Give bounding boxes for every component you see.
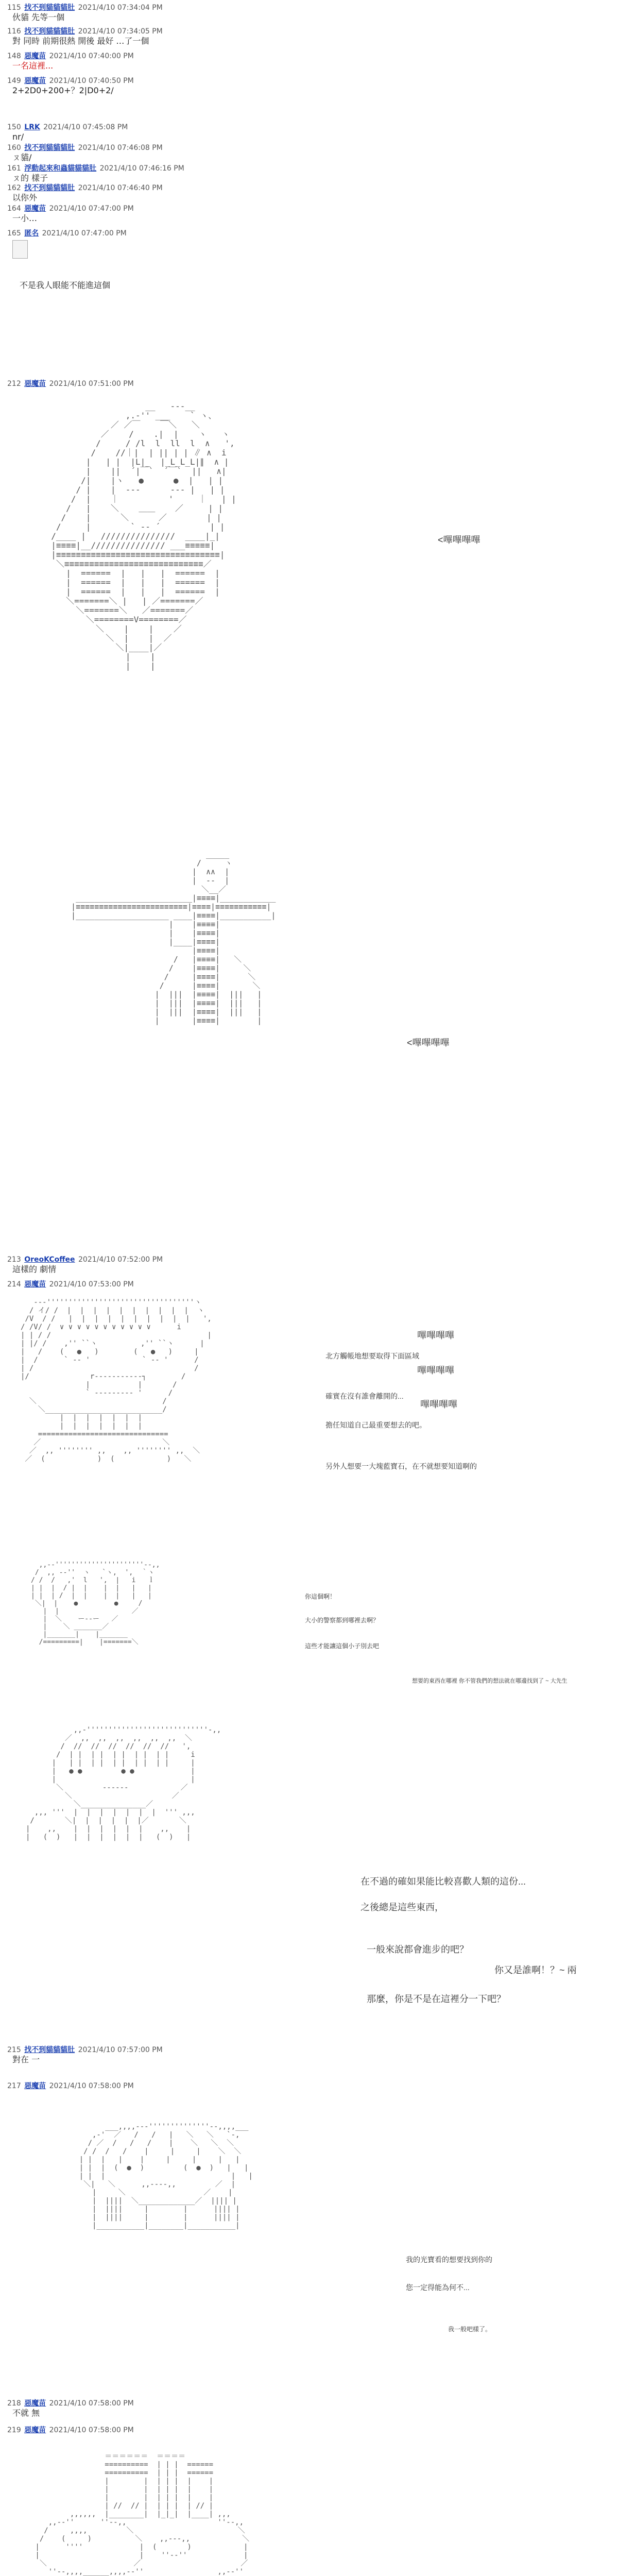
ascii-art: ＝＝＝＝＝＝ ＝＝＝＝ ========== | | | ====== ========== | | | ====== | | | | | | | | | | | | | | | | | | | | | | // // | | | | | // | ,,,,,, |________| |_|_| |____| ,,, ,,‐‐'' ''‐‐,, ''‐‐,, / ,,,, ＼ ＼ / ( ) ＼ ,,‐‐‐,, ＼ | '''' | ( ) | | | ''‐‐'' | ＼ ／ ／ ''‐‐,,,,______,,,,‐‐'' ,,‐‐'' (35, 2452, 250, 2576)
post: 160 找不到貓貓貓肚 2021/4/10 07:46:08 PM ㄡ貓/ (7, 144, 163, 162)
avatar (12, 240, 28, 259)
ascii-art: ---''''''''''''''''''''''''''''''''''ヽ / イ/ / | | | | | | | | | | ヽ /V / / | | | | | | | | | | ', / /V/ / ∨ ∨ ∨ ∨ ∨ ∨ ∨ ∨ ∨ ∨ ∨ i | | / / | | |/ / ,'' ``ヽ ,'' ``ヽ | | / ( ● ) ( ● ) | | / ` ‐‐ ' ` ‐‐ ' / | / / |/ r‐‐‐‐‐‐‐‐‐‐‐┐ / | | / ` ‐‐‐‐‐‐‐‐‐ ' / ＼ / ＼___________________________/ | | | | | | | | | | | | | | ============================== ／ ＼ ／ ,, '''''''' ,, ,, '''''''' ,, ＼ ／ ( ) ( ) ＼ (21, 1298, 212, 1463)
speech-label: <嗶嗶嗶嗶 (438, 535, 480, 545)
post: 213 OreoKCoffee 2021/4/10 07:52:00 PM 這樣的 劇情 (7, 1256, 163, 1274)
post: 164 惡魔苗 2021/4/10 07:47:00 PM 一小… (7, 205, 134, 223)
ascii-art: __ ---__ ,.-'' ___ ` ヽ、 ／ ／￣ ￣＼ ＼ ／ / .| | ヽ ヽ / / /l l ll l ∧ ', / //｜| | || | | ∥ ∧ i | | | |L|_ |_L_L_L|∥ ∧ | | || ´|￣` ´￣` || ∧| /| |ヽ ● ● | | | / | | ‐‐‐ ‐‐‐ | | | / | ｜ ' ｜ | | / | ＼ ＿＿ ／ | | / | ＼ ／ | | / | ` ‐‐ ´ | | /____ | /////////////// ____|_| |≡≡≡≡|__/////////////// ___≡≡≡≡≡| |≡≡≡≡≡≡≡≡≡≡≡≡≡≡≡≡≡≡≡≡≡≡≡≡≡≡≡≡≡≡≡≡≡| ＼≡≡≡≡≡≡≡≡≡≡≡≡≡≡≡≡≡≡≡≡≡≡≡≡≡≡≡≡／ | ====== | | | ====== | | ====== | | | ====== | | ====== | | | ====== | ＼=======＼ | | ／=======／ ＼=======＼ ／=======／ ＼========V========／ ＼ | | ／ ＼ | | ／ ＼|____|／ | | | | (51, 402, 236, 671)
post: 162 找不到貓貓貓肚 2021/4/10 07:46:40 PM 以你外 (7, 184, 163, 202)
ascii-art: ,,-''''''''''''''''''''''''''''-,, ／ ,, ,, ,, ,, ,, ,, ＼ / // // // // // // ', / | | | | | | | | | | i | | | | | | | | | | | | | ● ● ● ● | | | ＼ ‐‐‐‐‐‐ ／ ＼ ／ ＼_______________／ ,,, ''' | | | | | | | ''' ,,, / ＼| | | | | |／ ＼ | ,, | | | | | | ,, | | ( ) | | | | | | ( ) | (26, 1726, 221, 1841)
ascii-art: ,,-‐''''''''''''''''''''''‐-,, / ,, -‐'' ヽ `ヽ, ', ｀ヽ / / / ,' l ', | i ｌ | | | / | | | | | | | | | / | | | | | | ＼| | ● ● / | | ／ | ＼ ー‐‐ー ／ | ＼ _______／ |_______| |_______ /=========| |=======＼ (31, 1561, 160, 1646)
post: 116 找不到貓貓貓肚 2021/4/10 07:34:05 PM 對 同時 前期很熱 開後 最好 …了一個 (7, 27, 163, 46)
post: 219 惡魔苗 2021/4/10 07:58:00 PM (7, 2426, 134, 2434)
post-body: 伙貓 先等一個 (12, 12, 65, 22)
post: 165 匿名 2021/4/10 07:47:00 PM 不是我人眼能不能進這個 (7, 229, 127, 290)
post: 214 惡魔苗 2021/4/10 07:53:00 PM (7, 1280, 134, 1289)
post: 149 惡魔苗 2021/4/10 07:40:50 PM 2+2D0+200+？2|D0+2/ (7, 77, 134, 95)
post: 217 惡魔苗 2021/4/10 07:58:00 PM (7, 2082, 134, 2090)
post: 150 LRK 2021/4/10 07:45:08 PM nr/ (7, 123, 128, 142)
post: 218 惡魔苗 2021/4/10 07:58:00 PM 不就 無 (7, 2399, 134, 2418)
post-number: 115 (7, 4, 21, 12)
post-date: 2021/4/10 07:34:04 PM (78, 4, 163, 12)
ascii-art: _____ / ヽ | ∧∧ | | ‐‐ | ＼__／ _________________________|≡≡≡≡|____________ |≡≡≡≡≡≡≡≡≡≡≡≡≡≡≡≡≡≡≡≡≡≡≡≡|≡≡≡≡|≡≡≡≡≡≡≡≡≡≡≡| |____________________ ____|≡≡≡≡|___________| | |≡≡≡≡| | |≡≡≡≡| |____|≡≡≡≡| |≡≡≡≡| / |≡≡≡≡| ＼ / |≡≡≡≡| ＼ / |≡≡≡≡| ＼ / |≡≡≡≡| ＼ | ||| |≡≡≡≡| ||| | | ||| |≡≡≡≡| ||| | | ||| |≡≡≡≡| ||| | | |≡≡≡≡| | (71, 850, 276, 1025)
post: 212 惡魔苗 2021/4/10 07:51:00 PM (7, 380, 134, 388)
post (7, 3, 605, 23)
post: 161 浮動起來和蟲貓貓貓肚 2021/4/10 07:46:16 PM ㄡ的 樣子 (7, 164, 184, 183)
post: 148 惡魔苗 2021/4/10 07:40:00 PM 一名這裡... (7, 52, 134, 71)
post: 215 找不到貓貓貓肚 2021/4/10 07:57:00 PM 對在 一 (7, 2046, 163, 2064)
post-author[interactable]: 找不到貓貓貓肚 (24, 4, 75, 12)
ascii-art: ___,,,,---''''''''''''''--,,,,___ ,-' ／ / / | ＼ ＼ `-, / ／ / / / | ＼ ＼ ＼ / / / / | | | ＼ ＼ | | | | | | | | | | | | ( ● ) ( ● ) | | | | | | | ＼| ＼ ,,‐‐‐‐,, ／ | | ＼ ／ | | |||| ＼_____________／ |||| | | |||| | | |||| | | |||| | | |||| | |___________|________|___________| (79, 2123, 253, 2230)
speech-label: <嗶嗶嗶嗶 (407, 1038, 450, 1048)
